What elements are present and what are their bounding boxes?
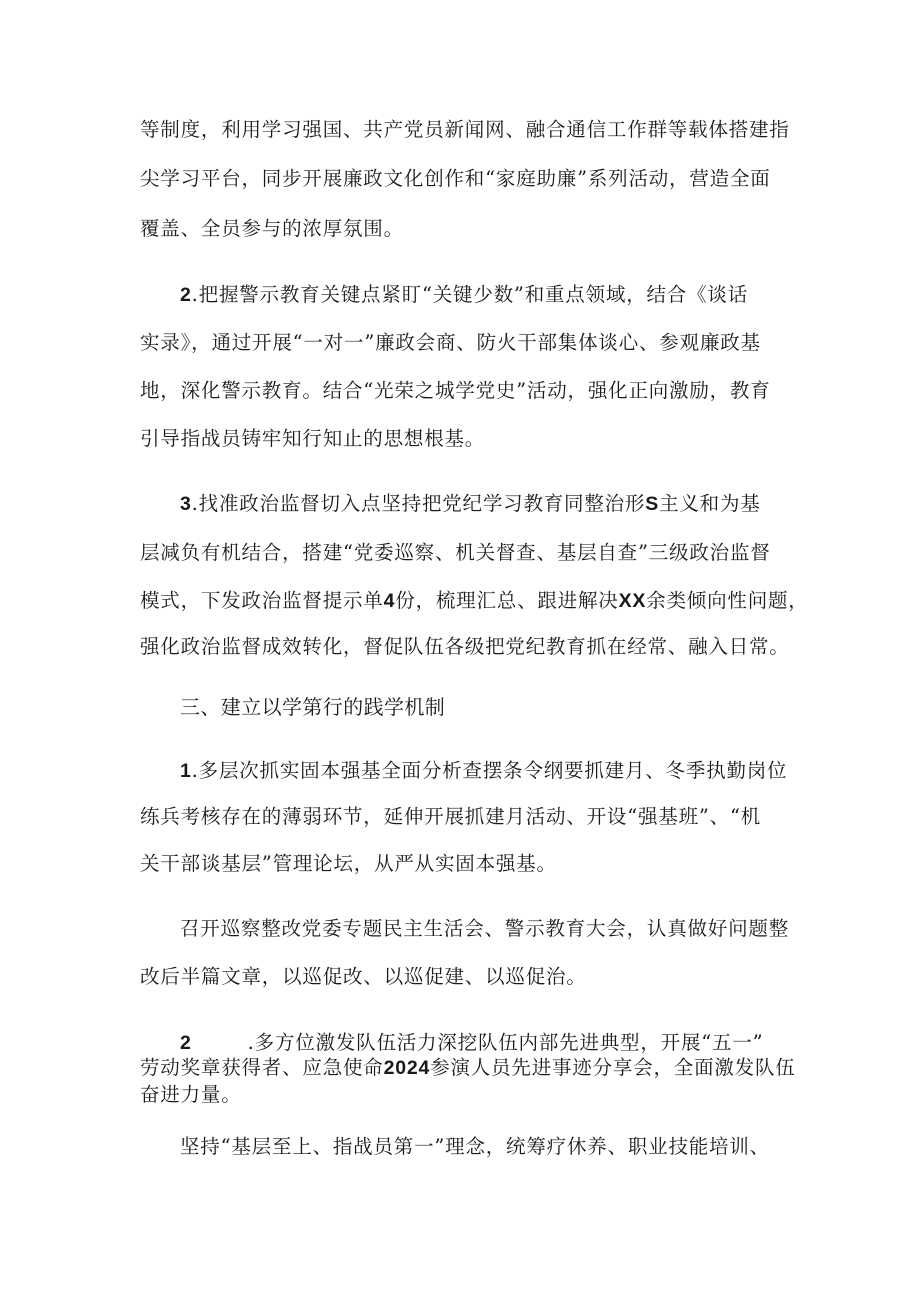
last-line-1: 坚持“基层至上、指战员第一”理念，统筹疗休养、职业技能培训、	[180, 1135, 770, 1158]
intro-line-3: 覆盖、全员参与的浓厚氛围。	[140, 217, 404, 240]
s3-item2-number: 2	[180, 1032, 192, 1054]
meeting-line-1: 召开巡察整改党委专题民主生活会、警示教育大会，认真做好问题整	[180, 917, 790, 940]
s3-item2-line-2-text-a: 劳动奖章获得者、应急使命	[140, 1056, 384, 1079]
item2-line-1-text: .把握警示教育关键点紧盯“关键少数”和重点领域，结合《谈话	[191, 283, 748, 306]
item2-line-3: 地，深化警示教育。结合“光荣之城学党史”活动，强化正向激励，教育	[140, 379, 771, 402]
s3-item2-line-2-text-b: 参演人员先进事迹分享会，全面激发队伍	[430, 1056, 796, 1079]
intro-line-1: 等制度，利用学习强国、共产党员新闻网、融合通信工作群等载体搭建指	[140, 118, 790, 141]
s3-item2-line-1	[180, 1030, 763, 1056]
item3-line-3	[140, 588, 809, 614]
item3-line-3-text-b: 份，梳理汇总、跟进解决	[395, 589, 619, 612]
item3-line-1-text-a: .找准政治监督切入点坚持把党纪学习教育同整治形	[191, 492, 646, 515]
intro-line-2: 尖学习平台，同步开展廉政文化创作和“家庭助廉”系列活动，营造全面	[140, 167, 771, 190]
item3-line-1-bold: S	[645, 493, 660, 515]
item3-number: 3	[180, 493, 192, 515]
item3-line-3-bold-2: XX	[618, 590, 647, 612]
s3-item2-line-3: 奋进力量。	[140, 1083, 242, 1106]
s3-item1-number: 1	[180, 760, 192, 782]
s3-item2-line-1-text: .多方位激发队伍活力深挖队伍内部先进典型，开展“五一”	[247, 1031, 764, 1054]
s3-item1-line-3: 关干部谈基层”管理论坛，从严从实固本强基。	[140, 852, 557, 875]
s3-item2-line-2-bold: 2024	[383, 1057, 431, 1079]
item3-line-3-bold-1: 4	[383, 590, 396, 612]
s3-item1-line-1	[180, 758, 787, 784]
item2-line-1	[180, 282, 748, 308]
item3-line-4: 强化政治监督成效转化，督促队伍各级把党纪教育抓在经常、融入日常。	[140, 635, 790, 658]
meeting-line-2: 改后半篇文章，以巡促改、以巡促建、以巡促治。	[140, 965, 587, 988]
item3-line-2: 层减负有机结合，搭建“党委巡察、机关督查、基层自查”三级政治监督	[140, 541, 771, 564]
item2-number: 2	[180, 284, 192, 306]
item2-line-2: 实录》，通过开展“一对一”廉政会商、防火干部集体谈心、参观廉政基	[140, 331, 761, 354]
s3-item2-line-2	[140, 1055, 796, 1081]
section-3-heading: 三、建立以学第行的践学机制	[180, 695, 446, 719]
item3-line-3-text-c: 余类倾向性问题，	[646, 589, 809, 612]
item3-line-1-text-b: 主义和为基	[659, 492, 761, 515]
s3-item1-line-2: 练兵考核存在的薄弱环节，延伸开展抓建月活动、开设“强基班”、“机	[140, 805, 762, 828]
item3-line-1	[180, 491, 761, 517]
item2-line-4: 引导指战员铸牢知行知止的思想根基。	[140, 427, 486, 450]
s3-item1-line-1-text: .多层次抓实固本强基全面分析查摆条令纲要抓建月、冬季执勤岗位	[191, 759, 788, 782]
item3-line-3-text-a: 模式，下发政治监督提示单	[140, 589, 384, 612]
